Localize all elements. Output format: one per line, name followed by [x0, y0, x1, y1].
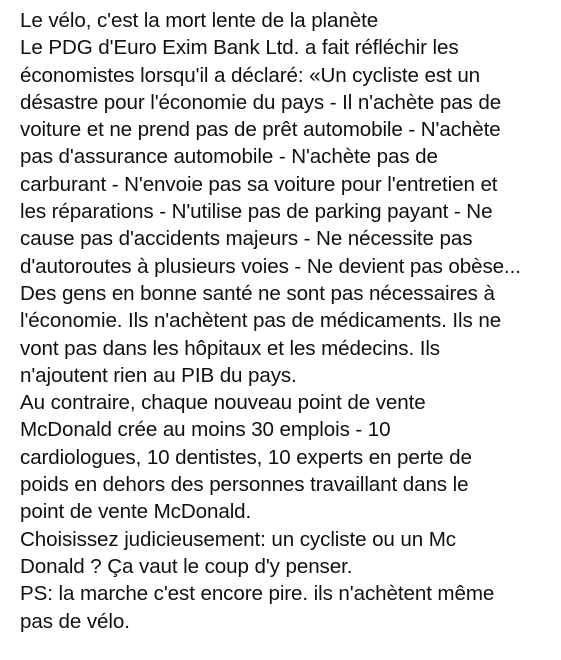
text-line: Le PDG d'Euro Exim Bank Ltd. a fait réfléchir les [20, 36, 459, 60]
text-line: Donald ? Ça vaut le coup d'y penser. [20, 554, 353, 578]
text-line: cause pas d'accidents majeurs - Ne nécessite pas [20, 227, 473, 251]
text-line: n'ajoutent rien au PIB du pays. [20, 363, 297, 387]
text-line: carburant - N'envoie pas sa voiture pour l'entretien et [20, 172, 498, 196]
text-line: Des gens en bonne santé ne sont pas nécessaires à [20, 281, 495, 305]
text-line: point de vente McDonald. [20, 500, 252, 524]
text-line: vont pas dans les hôpitaux et les médecins. Ils [20, 336, 440, 360]
text-line: pas d'assurance automobile - N'achète pas de [20, 145, 438, 169]
text-line: voiture et ne prend pas de prêt automobile - N'achète [20, 118, 501, 142]
text-line: désastre pour l'économie du pays - Il n'achète pas de [20, 90, 502, 114]
text-line: Choisissez judicieusement: un cycliste ou un Mc [20, 527, 456, 551]
text-line: les réparations - N'utilise pas de parking payant - Ne [20, 200, 493, 224]
text-line: Le vélo, c'est la mort lente de la planète [20, 9, 379, 32]
text-line: poids en dehors des personnes travaillant dans le [20, 473, 469, 497]
text-line: PS: la marche c'est encore pire. ils n'achètent même [20, 582, 495, 606]
text-line: cardiologues, 10 dentistes, 10 experts en perte de [20, 445, 472, 469]
document-text [20, 7, 556, 635]
text-line: d'autoroutes à plusieurs voies - Ne devient pas obèse... [20, 254, 521, 278]
text-line: pas de vélo. [20, 609, 130, 633]
text-line: économistes lorsqu'il a déclaré: «Un cycliste est un [20, 63, 481, 87]
text-line: l'économie. Ils n'achètent pas de médicaments. Ils ne [20, 309, 502, 333]
text-line: McDonald crée au moins 30 emplois - 10 [20, 418, 391, 442]
text-line: Au contraire, chaque nouveau point de vente [20, 391, 426, 415]
